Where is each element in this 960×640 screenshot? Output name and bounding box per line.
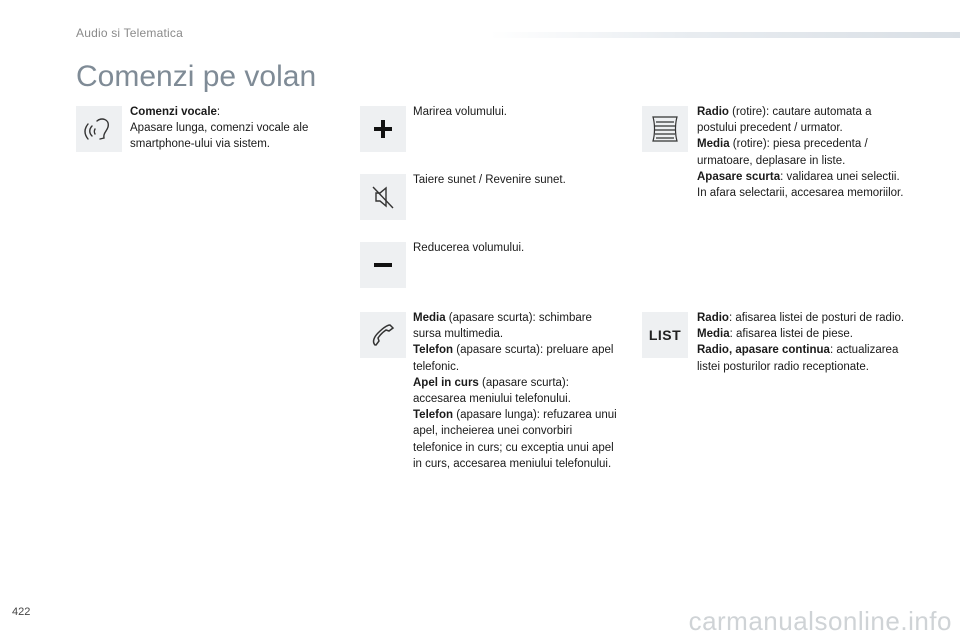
header-bar bbox=[490, 32, 960, 38]
volume-down-description: Reducerea volumului. bbox=[413, 242, 525, 254]
list-button-icon bbox=[642, 312, 688, 358]
phone-media-description: Media (apasare scurta): schimbare sursa multimedia. Telefon (apasare scurta): preluare apel telefonic. Apel in curs (apasare scurta): accesarea meniului telefonului. Telefon (apasare lunga): refuzarea unui apel, incheierea unei convorbiri telefonice in curs; cu exceptia unui apel in curs, accesarea meniului telefonului. bbox=[413, 312, 617, 470]
voice-command-icon bbox=[76, 106, 122, 152]
page-title: Comenzi pe volan bbox=[76, 60, 317, 93]
mute-icon bbox=[360, 174, 406, 220]
emphasis: Apasare scurta bbox=[697, 170, 781, 183]
emphasis: Comenzi vocale bbox=[130, 106, 217, 118]
voice-command-description: Comenzi vocale: Apasare lunga, comenzi vocale ale smartphone-ului via sistem. bbox=[130, 106, 309, 151]
emphasis: Radio, apasare continua bbox=[697, 344, 830, 357]
section-label: Audio si Telematica bbox=[76, 26, 183, 40]
volume-up-description: Marirea volumului. bbox=[413, 106, 507, 118]
emphasis: Radio bbox=[697, 106, 729, 118]
emphasis: Telefon bbox=[413, 344, 454, 357]
emphasis: Apel in curs bbox=[413, 376, 479, 389]
emphasis: Media bbox=[697, 328, 730, 341]
list-description: Radio: afisarea listei de posturi de radio. Media: afisarea listei de piese. Radio, apasare continua: actualizarea listei posturilor radio receptionate. bbox=[697, 312, 905, 373]
phone-icon bbox=[360, 312, 406, 358]
minus-icon bbox=[360, 242, 406, 288]
emphasis: Telefon bbox=[413, 409, 454, 422]
plus-icon bbox=[360, 106, 406, 152]
scroll-wheel-description: Radio (rotire): cautare automata a postului precedent / urmator. Media (rotire): piesa precedenta / urmatoare, deplasare in liste. Apasare scurta: validarea unei selectii. In afara selectarii, accesarea memoriilor. bbox=[697, 106, 904, 200]
emphasis: Radio bbox=[697, 312, 729, 324]
list-button-label: LIST bbox=[648, 327, 682, 343]
page-number: 422 bbox=[12, 606, 31, 618]
emphasis: Media bbox=[413, 312, 446, 324]
mute-description: Taiere sunet / Revenire sunet. bbox=[413, 174, 566, 186]
watermark: carmanualsonline.info bbox=[688, 606, 952, 636]
emphasis: Media bbox=[697, 138, 730, 151]
scroll-wheel-icon bbox=[642, 106, 688, 152]
